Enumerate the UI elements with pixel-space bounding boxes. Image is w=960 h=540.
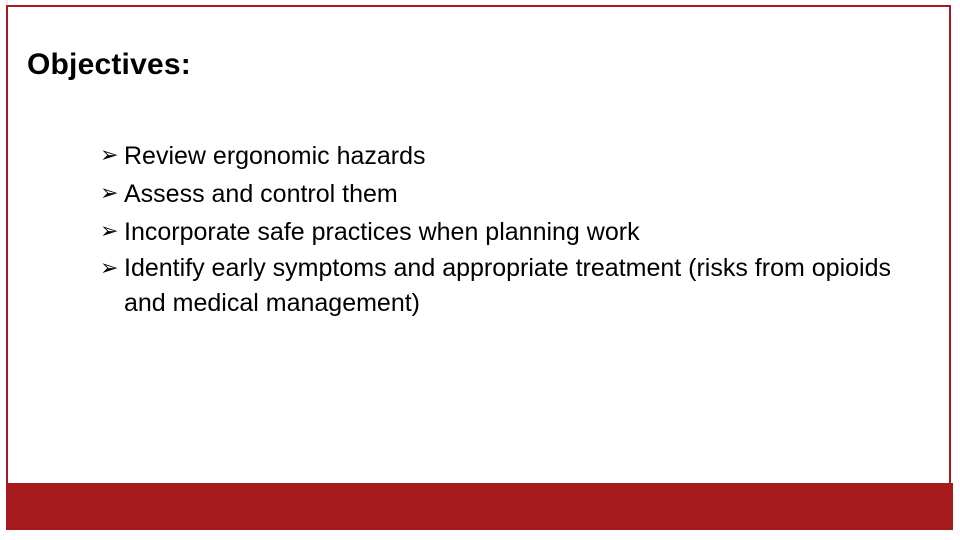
list-item bbox=[100, 137, 900, 175]
slide-title: Objectives: bbox=[27, 48, 191, 81]
footer-band bbox=[6, 483, 953, 530]
arrow-bullet-icon: ➢ bbox=[100, 256, 119, 281]
bullet-text: Review ergonomic hazards bbox=[124, 142, 426, 170]
bullet-text: Assess and control them bbox=[124, 180, 398, 208]
list-item bbox=[100, 251, 900, 321]
arrow-bullet-icon: ➢ bbox=[100, 219, 119, 244]
list-item bbox=[100, 213, 900, 251]
bullet-text: Incorporate safe practices when planning work bbox=[124, 218, 640, 246]
bullet-text: Identify early symptoms and appropriate treatment (risks from opioids and medical management) bbox=[124, 254, 891, 317]
arrow-bullet-icon: ➢ bbox=[100, 181, 119, 206]
arrow-bullet-icon: ➢ bbox=[100, 143, 119, 168]
objectives-list bbox=[100, 137, 900, 321]
list-item bbox=[100, 175, 900, 213]
